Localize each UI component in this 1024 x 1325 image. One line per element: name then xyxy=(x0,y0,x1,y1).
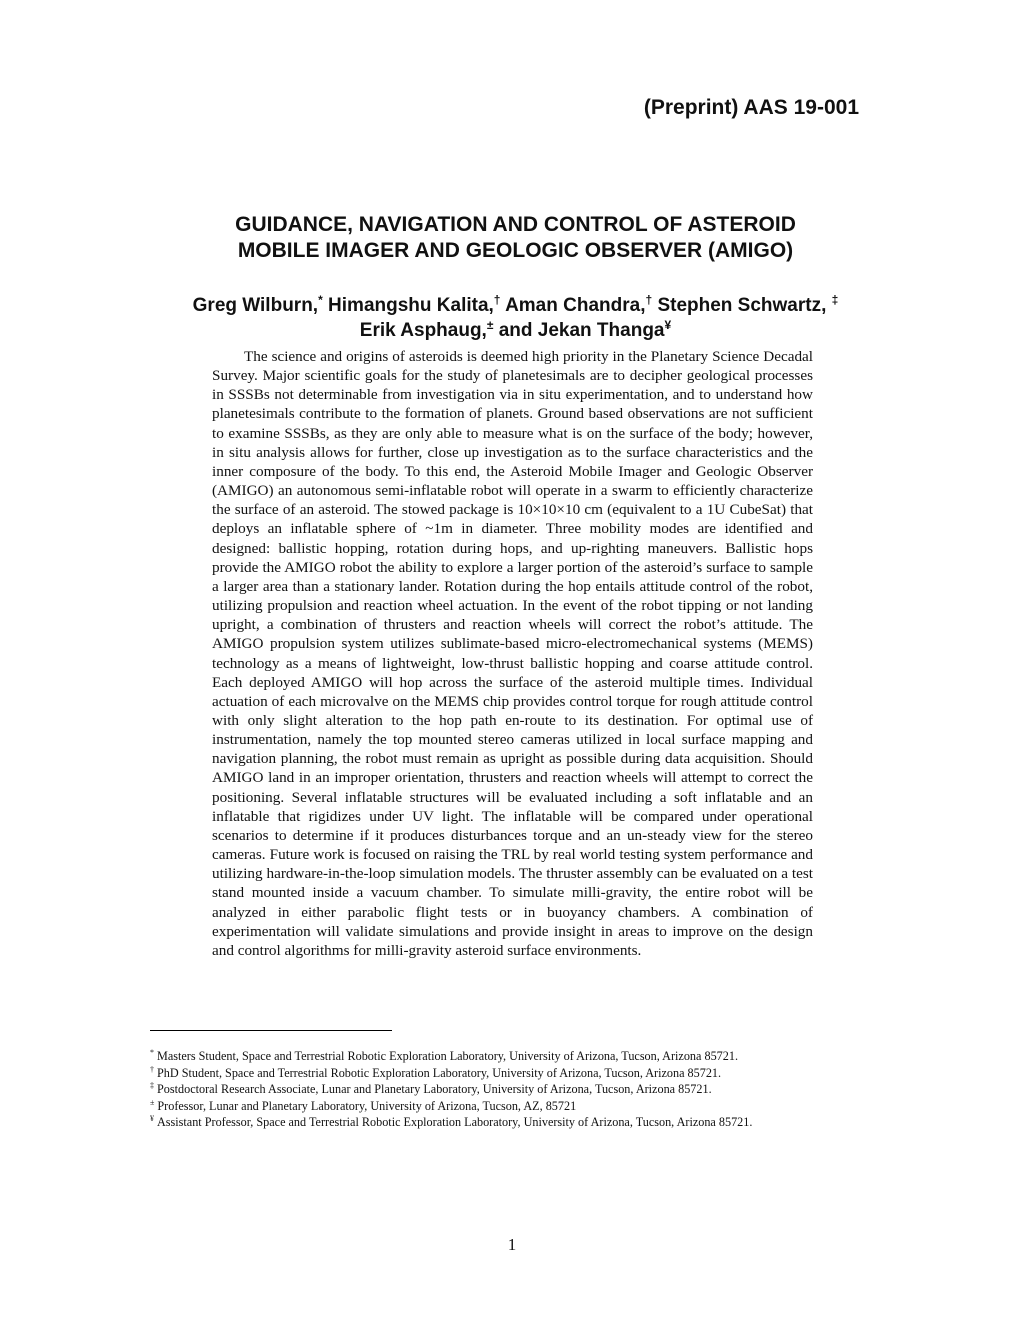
page-number: 1 xyxy=(507,1235,517,1254)
author-affiliation-mark: ‡ xyxy=(831,293,839,307)
author-name: Greg Wilburn, xyxy=(192,295,319,316)
preprint-label: (Preprint) AAS 19-001 xyxy=(643,96,859,119)
author-line-1 xyxy=(150,293,881,318)
author-affiliation-mark: ± xyxy=(486,318,494,332)
footnote-text: Postdoctoral Research Associate, Lunar and Planetary Laboratory, University of Arizona, Tucson, Arizona 85721. xyxy=(157,1082,712,1097)
author-name: Aman Chandra, xyxy=(505,295,646,316)
footnote xyxy=(150,1065,890,1082)
footnote-mark: ‡ xyxy=(150,1081,154,1091)
footnote-mark: ± xyxy=(150,1097,155,1107)
author-line-2 xyxy=(150,318,881,343)
footnote xyxy=(150,1114,890,1131)
title-line-1: GUIDANCE, NAVIGATION AND CONTROL OF ASTEROID xyxy=(235,213,796,236)
title-line-2: MOBILE IMAGER AND GEOLOGIC OBSERVER (AMIGO) xyxy=(237,239,794,262)
author-affiliation-mark: † xyxy=(645,293,653,307)
author-list xyxy=(150,293,881,343)
footnote-divider xyxy=(150,1030,392,1031)
footnotes xyxy=(150,1048,890,1131)
author-name: Himangshu Kalita, xyxy=(328,295,494,316)
footnote-text: Masters Student, Space and Terrestrial Robotic Exploration Laboratory, University of Arizona, Tucson, Arizona 85721. xyxy=(157,1049,738,1063)
abstract-paragraph: The science and origins of asteroids is deemed high priority in the Planetary Science Decadal Survey. Major scientific goals for the study of planetesimals are to decipher geological processes in SSSBs not determinable from investigation via in situ experimentation, and to understand how planetesimals contribute to the formation of planets. Ground based observations are not sufficient to examine SSSBs, as they are only able to measure what is on the surface of the body; however, in situ analysis allows for further, close up investigation as to the surface characteristics and the inner composure of the body. To this end, the Asteroid Mobile Imager and Geologic Observer (AMIGO) an autonomous semi-inflatable robot will operate in a swarm to efficiently characterize the surface of an asteroid. The stowed package is 10×10×10 cm (equivalent to a 1U CubeSat) that deploys an inflatable sphere of ~1m in diameter. Three mobility modes are identified and designed: ballistic hopping, rotation during hops, and up-righting maneuvers. Ballistic hops provide the AMIGO robot the ability to explore a larger portion of the asteroid’s surface to sample a larger area than a stationary lander. Rotation during the hop entails attitude control of the robot, utilizing propulsion and reaction wheel actuation. In the event of the robot tipping or not landing upright, a combination of thrusters and reaction wheels will correct the robot’s attitude. The AMIGO propulsion system utilizes sublimate-based micro-electromechanical systems (MEMS) technology as a means of lightweight, low-thrust ballistic hopping and coarse attitude control. Each deployed AMIGO will hop across the surface of the asteroid multiple times. Individual actuation of each microvalve on the MEMS chip provides control torque for rough attitude control with only slight alteration to the hop path en-route to its destination. For optimal use of instrumentation, namely the top mounted stereo cameras utilized in local surface mapping and navigation planning, the robot must remain as upright as possible during data acquisition. Should AMIGO land in an improper orientation, thrusters and reaction wheels will attempt to correct the positioning. Several inflatable structures will be evaluated including a soft inflatable and an inflatable that rigidizes under UV light. The inflatable will be compared under operational scenarios to determine if it produces disturbances torque and an un-steady view for the stereo cameras. Future work is focused on raising the TRL by real world testing system performance and utilizing hardware-in-the-loop simulation models. The thruster assembly can be evaluated on a test stand mounted inside a vacuum chamber. To simulate milli-gravity, the entire robot will be analyzed in either parabolic flight tests or in buoyancy chambers. A combination of experimentation will validate simulations and provide insight in areas to improve on the design and control algorithms for milli-gravity asteroid surface environments. xyxy=(212,348,813,959)
author-name: and Jekan Thanga xyxy=(498,320,665,341)
footnote-mark: * xyxy=(150,1048,154,1057)
author-affiliation-mark: † xyxy=(493,293,501,307)
footnote-text: Professor, Lunar and Planetary Laboratory, University of Arizona, Tucson, AZ, 85721 xyxy=(157,1098,577,1113)
author-affiliation-mark: ¥ xyxy=(664,318,672,332)
footnote-text: PhD Student, Space and Terrestrial Robotic Exploration Laboratory, University of Arizona, Tucson, Arizona 85721. xyxy=(157,1065,722,1080)
footnote xyxy=(150,1098,890,1115)
author-affiliation-mark: * xyxy=(318,293,323,307)
paper-title xyxy=(150,212,881,264)
author-name: Stephen Schwartz, xyxy=(657,295,827,316)
footnote-mark: ¥ xyxy=(150,1114,154,1124)
footnote xyxy=(150,1081,890,1098)
footnote xyxy=(150,1048,890,1065)
author-name: Erik Asphaug, xyxy=(359,320,487,341)
footnote-text: Assistant Professor, Space and Terrestrial Robotic Exploration Laboratory, University of Arizona, Tucson, Arizona 85721. xyxy=(157,1115,753,1130)
footnote-mark: † xyxy=(150,1064,154,1074)
